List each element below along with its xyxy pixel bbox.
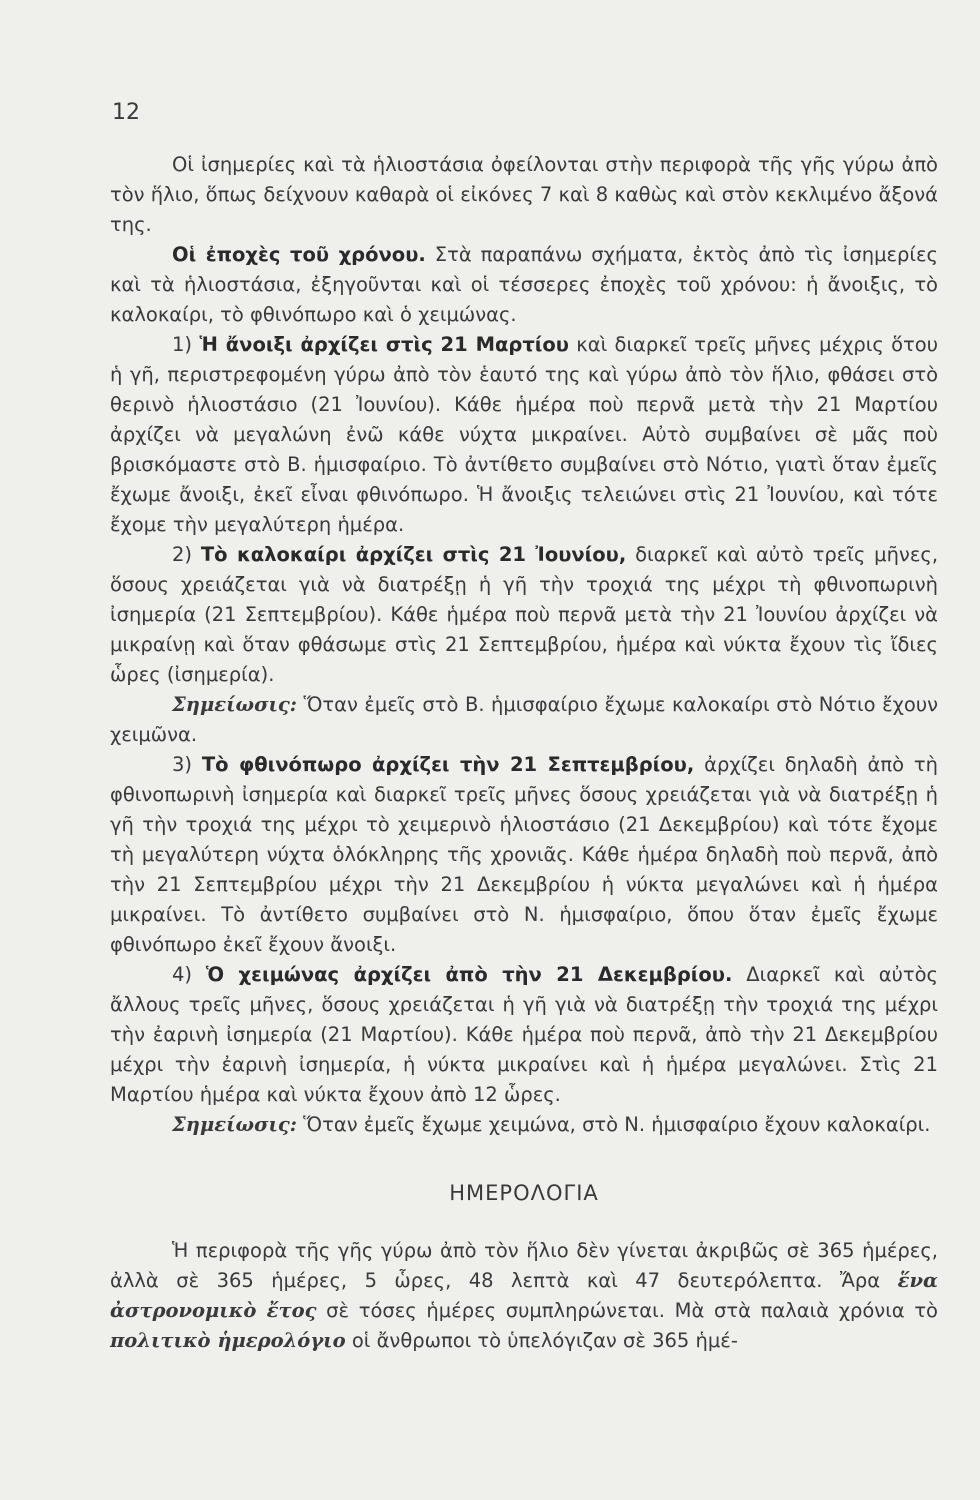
calendar-text-1: Ἡ περιφορὰ τῆς γῆς γύρω ἀπὸ τὸν ἥλιο δὲν γίνεται ἀκριβῶς σὲ 365 ἡμέρες, ἀλλὰ σὲ 365 ἡμέρες, 5 ὧρες, 48 λεπτὰ καὶ 47 δευτερόλεπτα. Ἄρα xyxy=(110,1239,938,1292)
seasons-intro-paragraph xyxy=(110,240,938,330)
seasons-heading: Οἱ ἐποχὲς τοῦ χρόνου. xyxy=(172,243,426,266)
winter-text: Διαρκεῖ καὶ αὐτὸς ἄλλους τρεῖς μῆνες, ὅσους χρειάζεται ἡ γῆ γιὰ νὰ διατρέξῃ τὴν τροχιά της μέχρι τὴν ἐαρινὴ ἰσημερία (21 Μαρτίου). Κάθε ἡμέρα ποὺ περνᾶ, ἀπὸ τὴν 21 Δεκεμβρίου μέχρι τὴν ἐαρινὴ ἰσημερία, ἡ νύκτα μικραίνει καὶ ἡ ἡμέρα μεγαλώνει. Στὶς 21 Μαρτίου ἡμέρα καὶ νύκτα ἔχουν ἀπὸ 12 ὧρες. xyxy=(110,963,938,1106)
summer-heading: Τὸ καλοκαίρι ἀρχίζει στὶς 21 Ἰουνίου, xyxy=(200,543,627,566)
spring-heading: Ἡ ἄνοιξι ἀρχίζει στὶς 21 Μαρτίου xyxy=(199,333,569,356)
autumn-number: 3) xyxy=(172,753,202,776)
winter-note-label: Σημείωσις: xyxy=(172,1113,297,1136)
winter-number: 4) xyxy=(172,963,206,986)
calendar-text-2: σὲ τόσες ἡμέρες συμπληρώνεται. Μὰ στὰ παλαιὰ χρόνια τὸ xyxy=(316,1299,938,1322)
autumn-text: ἀρχίζει δηλαδὴ ἀπὸ τὴ φθινοπωρινὴ ἰσημερία καὶ διαρκεῖ τρεῖς μῆνες ὅσους χρειάζεται γιὰ νὰ διατρέξῃ ἡ γῆ τὴν τροχιά της μέχρι τὸ χειμερινὸ ἡλιοστάσιο (21 Δεκεμβρίου) καὶ τότε ἔχομε τὴ μεγαλύτερη νύχτα ὁλόκληρης τῆς χρονιᾶς. Κάθε ἡμέρα δηλαδὴ ποὺ περνᾶ, ἀπὸ τὴν 21 Σεπτεμβρίου μέχρι τὴν 21 Δεκεμβρίου ἡ νύκτα μεγαλώνει καὶ ἡ ἡμέρα μικραίνει. Τὸ ἀντίθετο συμβαίνει στὸ Ν. ἡμισφαίριο, ὅπου ὅταν ἐμεῖς ἔχωμε φθινόπωρο ἐκεῖ ἔχουν ἄνοιξι. xyxy=(110,753,938,956)
calendar-term-astronomical-year: ἕνα ἀστρονομικὸ ἔτος xyxy=(110,1269,938,1322)
calendar-text-3: οἱ ἄνθρωποι τὸ ὑπελόγιζαν σὲ 365 ἡμέ- xyxy=(345,1329,738,1352)
winter-heading: Ὁ χειμώνας ἀρχίζει ἀπὸ τὴν 21 Δεκεμβρίου. xyxy=(205,963,733,986)
calendar-term-civil-calendar: πολιτικὸ ἡμερολόγιο xyxy=(110,1329,346,1352)
calendar-paragraph xyxy=(110,1236,938,1356)
winter-note xyxy=(110,1110,938,1140)
summer-paragraph xyxy=(110,540,938,690)
seasons-intro-text: Στὰ παραπάνω σχήματα, ἐκτὸς ἀπὸ τὶς ἰσημερίες καὶ τὰ ἡλιοστάσια, ἐξηγοῦνται καὶ οἱ τέσσερες ἐποχὲς τοῦ χρόνου: ἡ ἄνοιξις, τὸ καλοκαίρι, τὸ φθινόπωρο καὶ ὁ χειμώνας. xyxy=(110,243,938,326)
summer-note-text: Ὅταν ἐμεῖς στὸ Β. ἡμισφαίριο ἔχωμε καλοκαίρι στὸ Νότιο ἔχουν χειμῶνα. xyxy=(110,693,938,746)
intro-paragraph: Οἱ ἰσημερίες καὶ τὰ ἡλιοστάσια ὀφείλονται στὴν περιφορὰ τῆς γῆς γύρω ἀπὸ τὸν ἥλιο, ὅπως δείχνουν καθαρὰ οἱ εἰκόνες 7 καὶ 8 καθὼς καὶ στὸν κεκλιμένο ἄξονά της. xyxy=(110,153,938,236)
autumn-paragraph xyxy=(110,750,938,960)
body-text xyxy=(110,150,938,1356)
summer-note xyxy=(110,690,938,750)
summer-note-label: Σημείωσις: xyxy=(172,693,297,716)
winter-paragraph xyxy=(110,960,938,1110)
section-heading: ΗΜΕΡΟΛΟΓΙΑ xyxy=(449,1181,599,1205)
autumn-heading: Τὸ φθινόπωρο ἀρχίζει τὴν 21 Σεπτεμβρίου, xyxy=(201,753,695,776)
winter-note-text: Ὅταν ἐμεῖς ἔχωμε χειμώνα, στὸ Ν. ἡμισφαίριο ἔχουν καλοκαίρι. xyxy=(296,1113,931,1136)
spring-text: καὶ διαρκεῖ τρεῖς μῆνες μέχρις ὅτου ἡ γῆ, περιστρεφομένη γύρω ἀπὸ τὸν ἑαυτό της καὶ γύρω ἀπὸ τὸν ἥλιο, φθάσει στὸ θερινὸ ἡλιοστάσιο (21 Ἰουνίου). Κάθε ἡμέρα ποὺ περνᾶ μετὰ τὴν 21 Μαρτίου ἀρχίζει νὰ μεγαλώνη ἐνῶ κάθε νύχτα μικραίνει. Αὐτὸ συμβαίνει σὲ μᾶς ποὺ βρισκόμαστε στὸ Β. ἡμισφαίριο. Τὸ ἀντίθετο συμβαίνει στὸ Νότιο, γιατὶ ὅταν ἐμεῖς ἔχωμε ἄνοιξι, ἐκεῖ εἶναι φθινόπωρο. Ἡ ἄνοιξις τελειώνει στὶς 21 Ἰουνίου, καὶ τότε ἔχομε τὴν μεγαλύτερη ἡμέρα. xyxy=(110,333,938,536)
summer-number: 2) xyxy=(172,543,201,566)
summer-text: διαρκεῖ καὶ αὐτὸ τρεῖς μῆνες, ὅσους χρειάζεται γιὰ νὰ διατρέξῃ ἡ γῆ τὴν τροχιά της μέχρι τὴ φθινοπωρινὴ ἰσημερία (21 Σεπτεμβρίου). Κάθε ἡμέρα ποὺ περνᾶ μετὰ τὴν 21 Ἰουνίου ἀρχίζει νὰ μικραίνῃ καὶ ὅταν φθάσωμε στὶς 21 Σεπτεμβρίου, ἡμέρα καὶ νύκτα ἔχουν τὶς ἴδιες ὧρες (ἰσημερία). xyxy=(110,543,939,686)
spring-number: 1) xyxy=(172,333,200,356)
page-number: 12 xyxy=(112,100,140,125)
spring-paragraph xyxy=(110,330,938,540)
